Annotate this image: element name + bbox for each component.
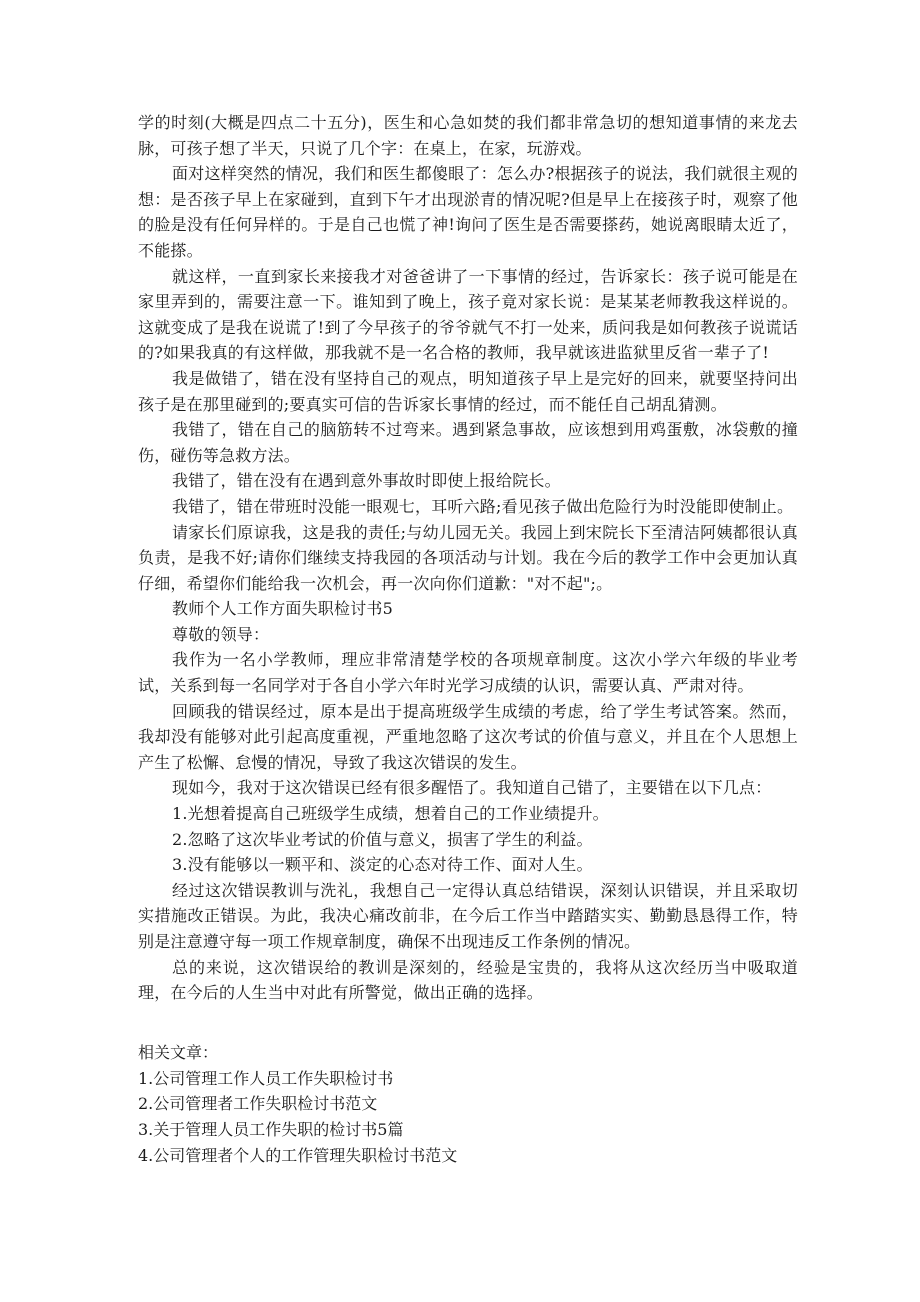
paragraph-4: 我是做错了，错在没有坚持自己的观点，明知道孩子早上是完好的回来，就要坚持问出孩子是在那里碰到的;要真实可信的告诉家长事情的经过，而不能任自己胡乱猜测。 [138,368,798,414]
list-item-1: 1.光想着提高自己班级学生成绩，想着自己的工作业绩提升。 [172,804,609,824]
related-link-4[interactable]: 4.公司管理者个人的工作管理失职检讨书范文 [138,1145,458,1165]
related-link-2[interactable]: 2.公司管理者工作失职检讨书范文 [138,1094,378,1114]
section-title: 教师个人工作方面失职检讨书5 [172,599,393,619]
related-articles [138,1040,798,1169]
salutation: 尊敬的领导： [172,624,270,644]
list-item-3: 3.没有能够以一颗平和、淡定的心态对待工作、面对人生。 [172,855,593,875]
paragraph-12: 回顾我的错误经过，原本是出于提高班级学生成绩的考虑，给了学生考试答案。然而，我却没有能够对此引起高度重视，严重地忽略了这次考试的价值与意义，并且在个人思想上产生了松懈、怠慢的情况，导致了我这次错误的发生。 [138,701,798,772]
list-item-2: 2.忽略了这次毕业考试的价值与意义，损害了学生的利益。 [172,829,593,849]
related-heading: 相关文章： [138,1042,219,1062]
paragraph-8: 请家长们原谅我，这是我的责任;与幼儿园无关。我园上到宋院长下至清洁阿姨都很认真负责，是我不好;请你们继续支持我园的各项活动与计划。我在今后的教学工作中会更加认真仔细，希望你们能给我一次机会，再一次向你们道歉："对不起";。 [138,522,798,593]
paragraph-11: 我作为一名小学教师，理应非常清楚学校的各项规章制度。这次小学六年级的毕业考试，关系到每一名同学对于各自小学六年时光学习成绩的认识，需要认真、严肃对待。 [138,650,798,696]
paragraph-1: 学的时刻(大概是四点二十五分)，医生和心急如焚的我们都非常急切的想知道事情的来龙去脉，可孩子想了半天，只说了几个字：在桌上，在家，玩游戏。 [138,113,798,158]
related-link-1[interactable]: 1.公司管理工作人员工作失职检讨书 [138,1068,394,1088]
paragraph-5: 我错了，错在自己的脑筋转不过弯来。遇到紧急事故，应该想到用鸡蛋敷，冰袋敷的撞伤，碰伤等急救方法。 [138,420,798,465]
paragraph-17: 经过这次错误教训与洗礼，我想自己一定得认真总结错误，深刻认识错误，并且采取切实措施改正错误。为此，我决心痛改前非，在今后工作当中踏踏实实、勤勤恳恳得工作，特别是注意遵守每一项工作规章制度，确保不出现违反工作条例的情况。 [138,880,798,951]
paragraph-3: 就这样，一直到家长来接我才对爸爸讲了一下事情的经过，告诉家长：孩子说可能是在家里弄到的，需要注意一下。谁知到了晚上，孩子竟对家长说：是某某老师教我这样说的。这就变成了是我在说谎了!到了今早孩子的爷爷就气不打一处来，质问我是如何教孩子说谎话的?如果我真的有这样做，那我就不是一名合格的教师，我早就该进监狱里反省一辈子了! [138,266,798,363]
paragraph-7: 我错了，错在带班时没能一眼观七，耳听六路;看见孩子做出危险行为时没能即使制止。 [172,496,794,516]
article-body [138,110,798,1169]
paragraph-2: 面对这样突然的情况，我们和医生都傻眼了：怎么办?根据孩子的说法，我们就很主观的想：是否孩子早上在家碰到，直到下午才出现淤青的情况呢?但是早上在接孩子时，观察了他的脸是没有任何异样的。于是自己也慌了神!询问了医生是否需要搽药，她说离眼睛太近了，不能搽。 [138,164,798,260]
related-link-3[interactable]: 3.关于管理人员工作失职的检讨书5篇 [138,1120,404,1140]
paragraph-13: 现如今，我对于这次错误已经有很多醒悟了。我知道自己错了，主要错在以下几点： [172,778,772,798]
paragraph-6: 我错了，错在没有在遇到意外事故时即使上报给院长。 [172,471,561,491]
paragraph-18: 总的来说，这次错误给的教训是深刻的，经验是宝贵的，我将从这次经历当中吸取道理，在今后的人生当中对此有所警觉，做出正确的选择。 [138,957,798,1003]
